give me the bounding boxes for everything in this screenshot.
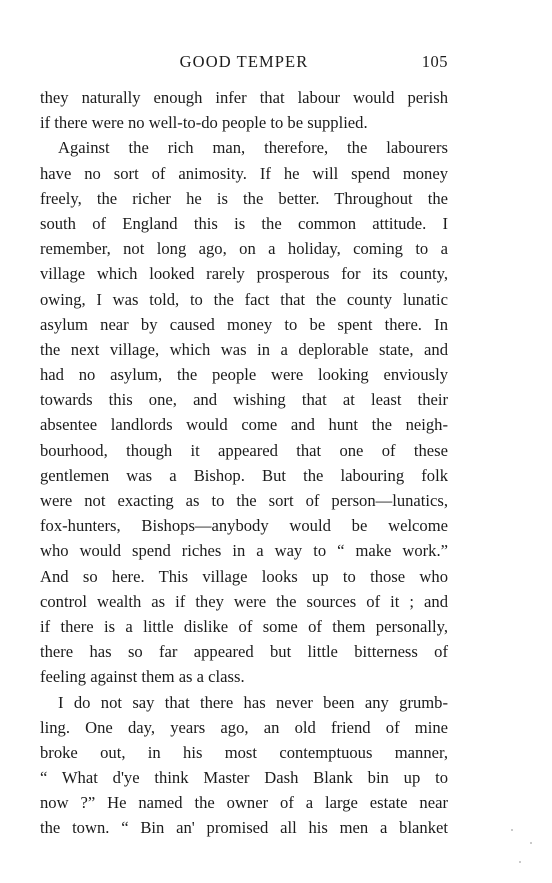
text-line: control wealth as if they were the sources of it ; and [40,591,448,611]
text-line: “ What d'ye think Master Dash Blank bin up to [40,768,448,788]
text-line: broke out, in his most contemptuous manner, [40,742,448,762]
paper-speck [519,861,521,863]
paper-speck [511,829,513,831]
text-line: I do not say that there has never been any grumb- [58,692,448,712]
text-line: village which looked rarely prosperous for its county, [40,264,448,284]
text-line: towards this one, and wishing that at least their [40,390,448,410]
text-line: asylum near by caused money to be spent there. In [40,314,448,334]
text-line: owing, I was told, to the fact that the county lunatic [40,289,448,309]
text-line: feeling against them as a class. [40,667,245,687]
text-line: if there were no well-to-do people to be supplied. [40,113,368,133]
text-line: south of England this is the common attitude. I [40,213,448,233]
paper-speck [530,842,532,844]
text-line: if there is a little dislike of some of them personally, [40,616,448,636]
text-line: bourhood, though it appeared that one of these [40,440,448,460]
text-line: who would spend riches in a way to “ make work.” [40,541,448,561]
page-number: 105 [421,52,448,71]
text-line: remember, not long ago, on a holiday, coming to a [40,239,448,259]
body-text [40,85,448,841]
text-line: were not exacting as to the sort of person—lunatics, [40,491,448,510]
text-line: now ?” He named the owner of a large estate near [40,793,448,813]
text-line: had no asylum, the people were looking enviously [40,365,448,385]
text-line: Against the rich man, therefore, the labourers [58,138,448,158]
text-line: have no sort of animosity. If he will spend money [40,163,448,183]
running-title: GOOD TEMPER [179,52,309,71]
text-line: they naturally enough infer that labour would perish [40,88,448,107]
text-line: And so here. This village looks up to those who [40,566,448,586]
text-line: fox-hunters, Bishops—anybody would be welcome [40,516,448,536]
text-line: gentlemen was a Bishop. But the labouring folk [40,465,448,485]
page-header [40,52,448,74]
text-line: the next village, which was in a deplorable state, and [40,339,448,359]
text-line: freely, the richer he is the better. Throughout the [40,188,448,208]
text-line: absentee landlords would come and hunt the neigh- [40,415,448,435]
text-line: ling. One day, years ago, an old friend of mine [40,717,448,737]
text-line: there has so far appeared but little bitterness of [40,642,448,662]
text-line: the town. “ Bin an' promised all his men a blanket [40,818,448,838]
